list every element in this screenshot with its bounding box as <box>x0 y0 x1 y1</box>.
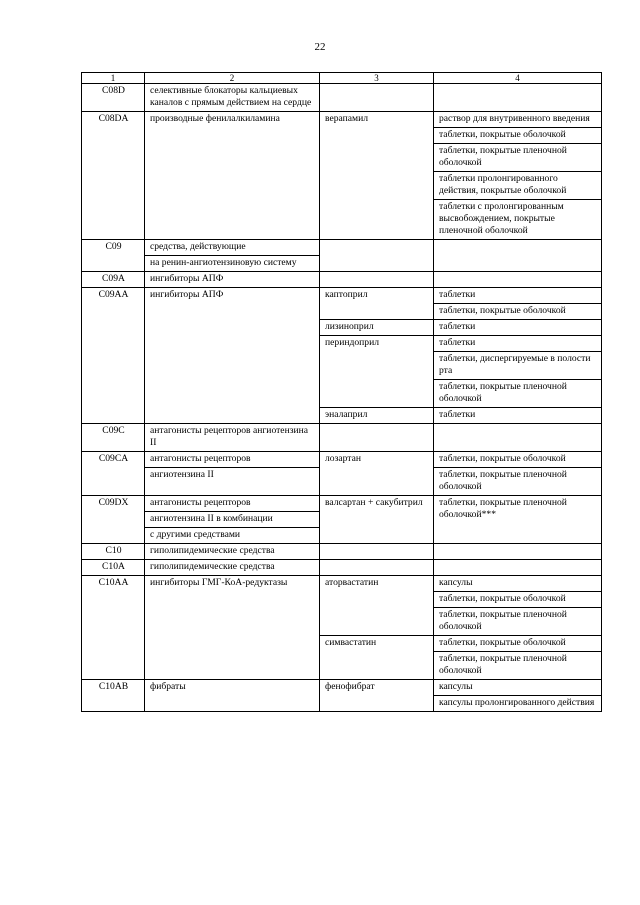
atc-code-cell: C09C <box>82 424 145 452</box>
atc-code-cell: C08DA <box>82 112 145 240</box>
atc-code-cell: C09AA <box>82 288 145 424</box>
drug-name-cell: аторвастатин <box>320 576 434 636</box>
drug-name-cell <box>320 560 434 576</box>
column-number-row <box>82 73 602 84</box>
table-row <box>82 496 602 544</box>
atc-group-text: антагонисты рецепторов <box>150 497 251 508</box>
atc-code-cell: C10AB <box>82 680 145 712</box>
atc-group-cell <box>145 560 320 576</box>
drug-name-cell: фенофибрат <box>320 680 434 712</box>
dosage-form-text: таблетки с пролонгированным высвобождением, покрытые пленочной оболочкой <box>434 199 601 239</box>
table-row <box>82 272 602 288</box>
dosage-form-text: таблетки, покрытые пленочной оболочкой*** <box>439 497 567 520</box>
drug-name-cell <box>320 240 434 272</box>
dosage-form-text: таблетки, покрытые пленочной оболочкой <box>434 379 601 407</box>
dosage-form-text: таблетки, диспергируемые в полости рта <box>434 351 601 379</box>
dosage-form-text: таблетки <box>439 337 476 348</box>
drug-name-cell: каптоприл <box>320 288 434 320</box>
dosage-form-text: таблетки, покрытые оболочкой <box>439 637 566 648</box>
atc-group-cell <box>145 84 320 112</box>
drug-name-cell <box>320 544 434 560</box>
dosage-form-text: таблетки, покрытые пленочной оболочкой <box>434 143 601 171</box>
dosage-form-text: таблетки, покрытые оболочкой <box>434 303 601 319</box>
atc-group-cell <box>145 424 320 452</box>
atc-group-cell <box>145 240 320 272</box>
table-row <box>82 424 602 452</box>
drug-name-cell: валсартан + сакубитрил <box>320 496 434 544</box>
drug-name-cell <box>320 84 434 112</box>
table-row <box>82 84 602 112</box>
dosage-form-cell <box>434 576 602 636</box>
dosage-form-cell <box>434 680 602 712</box>
table-row <box>82 544 602 560</box>
drug-name-cell: периндоприл <box>320 336 434 408</box>
table-row <box>82 240 602 272</box>
table-row <box>82 112 602 240</box>
dosage-form-text: таблетки, покрытые пленочной оболочкой <box>434 651 601 679</box>
atc-group-text: с другими средствами <box>145 527 319 543</box>
atc-code-cell: C09CA <box>82 452 145 496</box>
drug-name-cell <box>320 424 434 452</box>
atc-group-cell <box>145 496 320 544</box>
dosage-form-text: капсулы пролонгированного действия <box>434 695 601 711</box>
atc-group-cell <box>145 680 320 712</box>
drug-name-cell: верапамил <box>320 112 434 240</box>
dosage-form-cell <box>434 320 602 336</box>
dosage-form-text: таблетки <box>439 321 476 332</box>
dosage-form-text: таблетки <box>439 409 476 420</box>
atc-code-cell: C08D <box>82 84 145 112</box>
dosage-form-cell <box>434 240 602 272</box>
drug-name-cell: лозартан <box>320 452 434 496</box>
dosage-form-text: таблетки пролонгированного действия, покрытые оболочкой <box>434 171 601 199</box>
dosage-form-cell <box>434 636 602 680</box>
atc-group-text: ингибиторы АПФ <box>150 289 224 300</box>
atc-group-text: антагонисты рецепторов ангиотензина II <box>150 425 309 448</box>
atc-code-cell: C09A <box>82 272 145 288</box>
atc-group-text: производные фенилалкиламина <box>150 113 280 124</box>
dosage-form-text: капсулы <box>439 681 473 692</box>
dosage-form-text: таблетки, покрытые оболочкой <box>439 453 566 464</box>
dosage-form-cell <box>434 424 602 452</box>
table-row <box>82 560 602 576</box>
drug-name-cell <box>320 272 434 288</box>
table-row <box>82 288 602 320</box>
column-number: 4 <box>434 73 602 84</box>
atc-group-text: гиполипидемические средства <box>150 561 275 572</box>
atc-group-text: на ренин-ангиотензиновую систему <box>145 255 319 271</box>
atc-group-text: селективные блокаторы кальциевых каналов с прямым действием на сердце <box>150 85 312 108</box>
column-number: 2 <box>145 73 320 84</box>
atc-group-cell <box>145 272 320 288</box>
dosage-form-cell <box>434 112 602 240</box>
dosage-form-text: таблетки <box>439 289 476 300</box>
atc-code-cell: C10AA <box>82 576 145 680</box>
column-number: 1 <box>82 73 145 84</box>
dosage-form-text: капсулы <box>439 577 473 588</box>
table-row <box>82 576 602 636</box>
dosage-form-text: таблетки, покрытые пленочной оболочкой <box>434 607 601 635</box>
atc-group-text: антагонисты рецепторов <box>150 453 251 464</box>
dosage-form-cell <box>434 408 602 424</box>
column-number: 3 <box>320 73 434 84</box>
dosage-form-text: таблетки, покрытые пленочной оболочкой <box>434 467 601 495</box>
table-row <box>82 680 602 712</box>
dosage-form-cell <box>434 336 602 408</box>
atc-code-cell: C10A <box>82 560 145 576</box>
drug-name-cell: лизиноприл <box>320 320 434 336</box>
atc-code-cell: C10 <box>82 544 145 560</box>
dosage-form-cell <box>434 544 602 560</box>
atc-group-cell <box>145 112 320 240</box>
page-number: 22 <box>314 41 326 53</box>
atc-group-text: гиполипидемические средства <box>150 545 275 556</box>
atc-group-text: фибраты <box>150 681 186 692</box>
atc-group-text: ангиотензина II <box>145 467 319 483</box>
dosage-form-cell <box>434 272 602 288</box>
dosage-form-text: таблетки, покрытые оболочкой <box>434 591 601 607</box>
dosage-form-cell <box>434 84 602 112</box>
dosage-form-cell <box>434 452 602 496</box>
atc-group-text: ингибиторы ГМГ-КоА-редуктазы <box>150 577 288 588</box>
atc-group-cell <box>145 452 320 496</box>
atc-group-cell <box>145 544 320 560</box>
drug-classification-table <box>81 72 602 712</box>
dosage-form-text: раствор для внутривенного введения <box>439 113 590 124</box>
table-row <box>82 452 602 496</box>
drug-name-cell: симвастатин <box>320 636 434 680</box>
atc-group-text: средства, действующие <box>150 241 246 252</box>
dosage-form-cell <box>434 560 602 576</box>
atc-group-text: ангиотензина II в комбинации <box>145 511 319 527</box>
dosage-form-cell <box>434 496 602 544</box>
dosage-form-cell <box>434 288 602 320</box>
atc-code-cell: C09 <box>82 240 145 272</box>
atc-group-text: ингибиторы АПФ <box>150 273 224 284</box>
dosage-form-text: таблетки, покрытые оболочкой <box>434 127 601 143</box>
atc-group-cell <box>145 576 320 680</box>
atc-code-cell: C09DX <box>82 496 145 544</box>
drug-name-cell: эналаприл <box>320 408 434 424</box>
atc-group-cell <box>145 288 320 424</box>
